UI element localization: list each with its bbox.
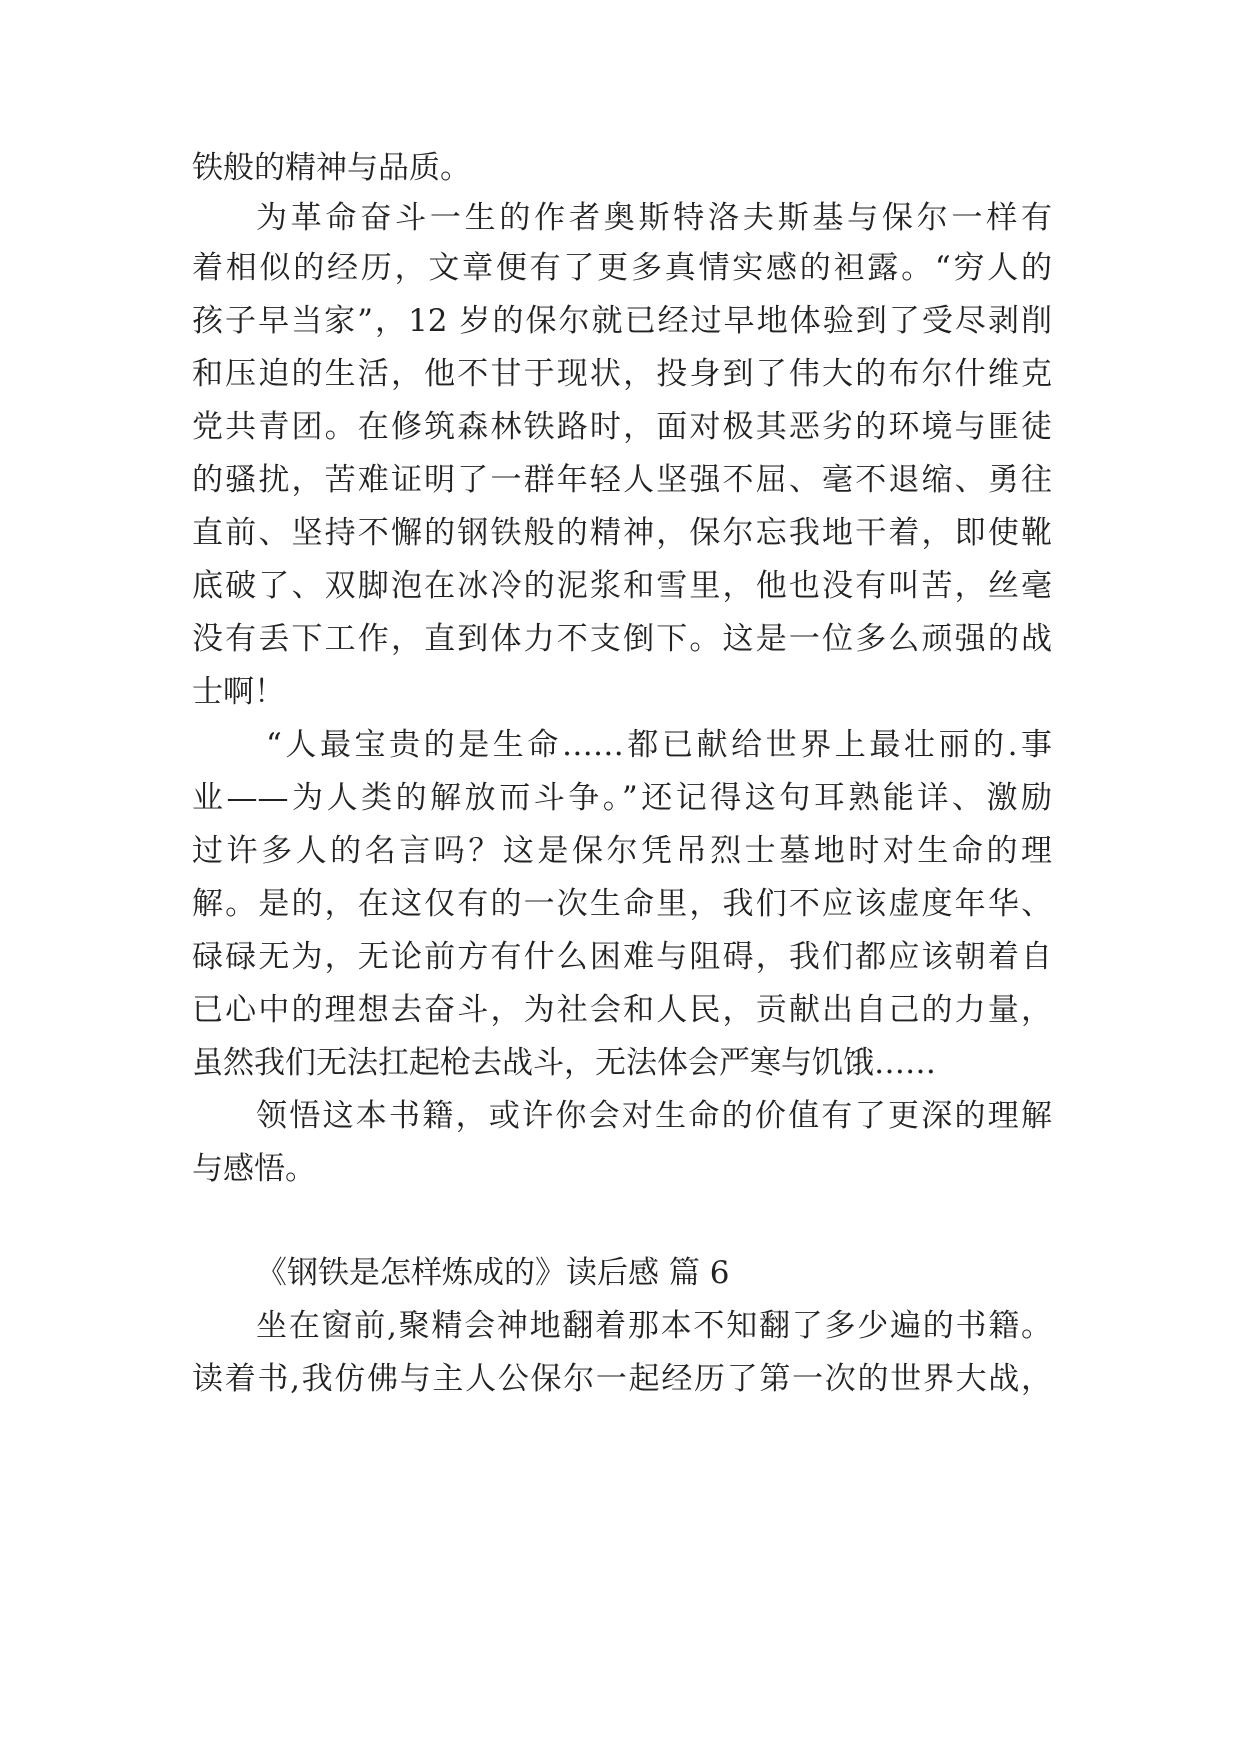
- paragraph-line: 领悟这本书籍，或许你会对生命的价值有了更深的理解: [256, 1098, 1052, 1134]
- paragraph-line: 铁般的精神与品质。: [192, 150, 471, 186]
- paragraph-line: 为革命奋斗一生的作者奥斯特洛夫斯基与保尔一样有: [256, 200, 1052, 236]
- paragraph-line: 过许多人的名言吗？这是保尔凭吊烈士墓地时对生命的理: [192, 833, 1052, 869]
- paragraph-line: 没有丢下工作，直到体力不支倒下。这是一位多么顽强的战: [192, 621, 1052, 657]
- paragraph-line: 的骚扰，苦难证明了一群年轻人坚强不屈、毫不退缩、勇往: [192, 462, 1052, 498]
- paragraph-line: 坐在窗前,聚精会神地翻着那本不知翻了多少遍的书籍。: [256, 1308, 1052, 1344]
- section-heading: 《钢铁是怎样炼成的》读后感 篇 6: [256, 1255, 730, 1291]
- paragraph-line: 和压迫的生活，他不甘于现状，投身到了伟大的布尔什维克: [192, 356, 1052, 392]
- paragraph-line: 读着书,我仿佛与主人公保尔一起经历了第一次的世界大战，: [192, 1361, 1052, 1397]
- paragraph-line: 已心中的理想去奋斗，为社会和人民，贡献出自己的力量，: [192, 992, 1052, 1028]
- paragraph-line: “人最宝贵的是生命……都已献给世界上最壮丽的.事: [266, 727, 1052, 763]
- paragraph-line: 底破了、双脚泡在冰冷的泥浆和雪里，他也没有叫苦，丝毫: [192, 568, 1052, 604]
- paragraph-line: 着相似的经历，文章便有了更多真情实感的袒露。“穷人的: [192, 250, 1052, 286]
- paragraph-line: 虽然我们无法扛起枪去战斗，无法体会严寒与饥饿……: [192, 1045, 936, 1081]
- paragraph-line: 直前、坚持不懈的钢铁般的精神，保尔忘我地干着，即使靴: [192, 515, 1052, 551]
- paragraph-line: 碌碌无为，无论前方有什么困难与阻碍，我们都应该朝着自: [192, 939, 1052, 975]
- paragraph-line: 孩子早当家”，12 岁的保尔就已经过早地体验到了受尽剥削: [192, 303, 1052, 339]
- paragraph-line: 解。是的，在这仅有的一次生命里，我们不应该虚度年华、: [192, 886, 1052, 922]
- paragraph-line: 业——为人类的解放而斗争。”还记得这句耳熟能详、激励: [192, 780, 1052, 816]
- paragraph-line: 与感悟。: [192, 1151, 316, 1187]
- paragraph-line: 党共青团。在修筑森林铁路时，面对极其恶劣的环境与匪徒: [192, 409, 1052, 445]
- paragraph-line: 士啊！: [192, 674, 285, 710]
